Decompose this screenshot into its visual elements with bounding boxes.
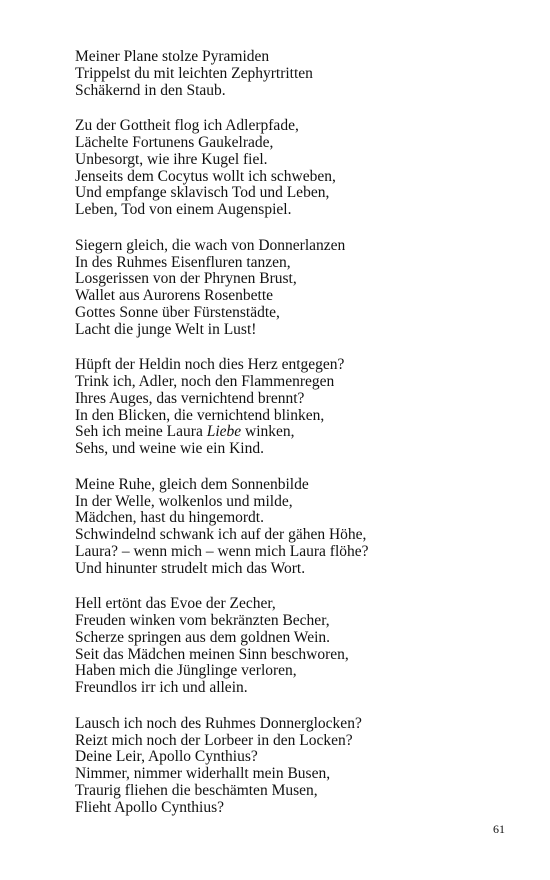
poem-line xyxy=(75,271,515,288)
poem-line xyxy=(75,441,515,458)
poem-line xyxy=(75,118,515,135)
stanza xyxy=(75,716,515,817)
line-text: Hüpft der Heldin noch dies Herz entgegen? xyxy=(75,356,345,374)
line-text: Sehs, und weine wie ein Kind. xyxy=(75,440,264,457)
poem-line xyxy=(75,391,515,408)
poem-line xyxy=(75,596,515,613)
poem-line xyxy=(75,408,515,425)
line-text: Unbesorgt, wie ihre Kugel fiel. xyxy=(75,150,268,168)
poem-line xyxy=(75,357,515,374)
line-text: Trippelst du mit leichten Zephyrtritten xyxy=(75,64,313,82)
poem-line xyxy=(75,49,515,66)
line-text: Losgerissen von der Phrynen Brust, xyxy=(75,270,297,288)
poem-line xyxy=(75,494,515,511)
line-text: Wallet aus Aurorens Rosenbette xyxy=(75,287,274,304)
line-text: Haben mich die Jünglinge verloren, xyxy=(75,662,297,680)
line-text: Lacht die junge Welt in Lust! xyxy=(75,320,257,338)
poem-line xyxy=(75,783,515,800)
poem-line xyxy=(75,800,515,817)
line-text: Scherze springen aus dem goldnen Wein. xyxy=(75,628,331,646)
poem-line xyxy=(75,152,515,169)
line-text: Traurig fliehen die beschämten Musen, xyxy=(75,781,318,799)
poem-line xyxy=(75,561,515,578)
stanza xyxy=(75,477,515,578)
line-text: Mädchen, hast du hingemordt. xyxy=(75,509,264,527)
line-text: Freuden winken vom bekränzten Becher, xyxy=(75,612,330,629)
line-text: Und hinunter strudelt mich das Wort. xyxy=(75,559,306,577)
poem-line xyxy=(75,202,515,219)
poem-line xyxy=(75,66,515,83)
stanza xyxy=(75,238,515,339)
line-text: Trink ich, Adler, noch den Flammenregen xyxy=(75,373,335,390)
line-text: Laura? – wenn mich – wenn mich Laura flöhe? xyxy=(75,542,369,560)
poem-line xyxy=(75,169,515,186)
poem-line xyxy=(75,305,515,322)
line-text: In des Ruhmes Eisenfluren tanzen, xyxy=(75,253,291,271)
poem-line xyxy=(75,83,515,100)
line-text: Leben, Tod von einem Augenspiel. xyxy=(75,201,292,218)
line-text: Nimmer, nimmer widerhallt mein Busen, xyxy=(75,765,331,782)
poem-text xyxy=(75,49,515,835)
line-text: Siegern gleich, die wach von Donnerlanzen xyxy=(75,236,346,254)
stanza xyxy=(75,49,515,99)
page-number: 61 xyxy=(493,822,505,836)
line-text: Freundlos irr ich und allein. xyxy=(75,679,248,696)
line-text: Lächelte Fortunens Gaukelrade, xyxy=(75,134,274,151)
line-text: Hell ertönt das Evoe der Zecher, xyxy=(75,595,276,613)
poem-line xyxy=(75,374,515,391)
poem-line xyxy=(75,322,515,339)
line-text-continued: winken, xyxy=(241,423,295,441)
stanza xyxy=(75,357,515,458)
poem-line xyxy=(75,613,515,630)
line-text: Meine Ruhe, gleich dem Sonnenbilde xyxy=(75,475,309,493)
stanza xyxy=(75,118,515,219)
poem-line xyxy=(75,238,515,255)
poem-line xyxy=(75,288,515,305)
poem-line xyxy=(75,527,515,544)
line-text: Gottes Sonne über Fürstenstädte, xyxy=(75,303,280,321)
poem-line xyxy=(75,185,515,202)
line-text: Ihres Auges, das vernichtend brennt? xyxy=(75,389,305,407)
line-text: Zu der Gottheit flog ich Adlerpfade, xyxy=(75,117,299,135)
poem-line xyxy=(75,733,515,750)
poem-line xyxy=(75,544,515,561)
line-text: Lausch ich noch des Ruhmes Donnerglocken? xyxy=(75,714,362,732)
line-text: Schäkernd in den Staub. xyxy=(75,81,226,99)
line-text: Reizt mich noch der Lorbeer in den Locken? xyxy=(75,731,353,749)
line-text: Flieht Apollo Cynthius? xyxy=(75,798,224,816)
line-text: Seh ich meine Laura xyxy=(75,423,207,441)
poem-line xyxy=(75,716,515,733)
poem-line xyxy=(75,255,515,272)
poem-line xyxy=(75,477,515,494)
poem-line xyxy=(75,647,515,664)
poem-line xyxy=(75,424,515,441)
poem-line xyxy=(75,680,515,697)
poem-line xyxy=(75,766,515,783)
line-text: Schwindelnd schwank ich auf der gähen Höhe, xyxy=(75,526,367,543)
line-text: Meiner Plane stolze Pyramiden xyxy=(75,48,270,65)
poem-line xyxy=(75,510,515,527)
poem-line xyxy=(75,749,515,766)
poem-line xyxy=(75,135,515,152)
poem-line xyxy=(75,630,515,647)
line-text: In den Blicken, die vernichtend blinken, xyxy=(75,406,325,424)
stanza xyxy=(75,596,515,697)
emphasized-word: Liebe xyxy=(206,423,242,441)
line-text: Jenseits dem Cocytus wollt ich schweben, xyxy=(75,167,336,185)
line-text: Seit das Mädchen meinen Sinn beschworen, xyxy=(75,645,349,663)
poem-line xyxy=(75,663,515,680)
line-text: Und empfange sklavisch Tod und Leben, xyxy=(75,184,330,202)
line-text: In der Welle, wolkenlos und milde, xyxy=(75,492,293,510)
line-text: Deine Leir, Apollo Cynthius? xyxy=(75,748,258,766)
